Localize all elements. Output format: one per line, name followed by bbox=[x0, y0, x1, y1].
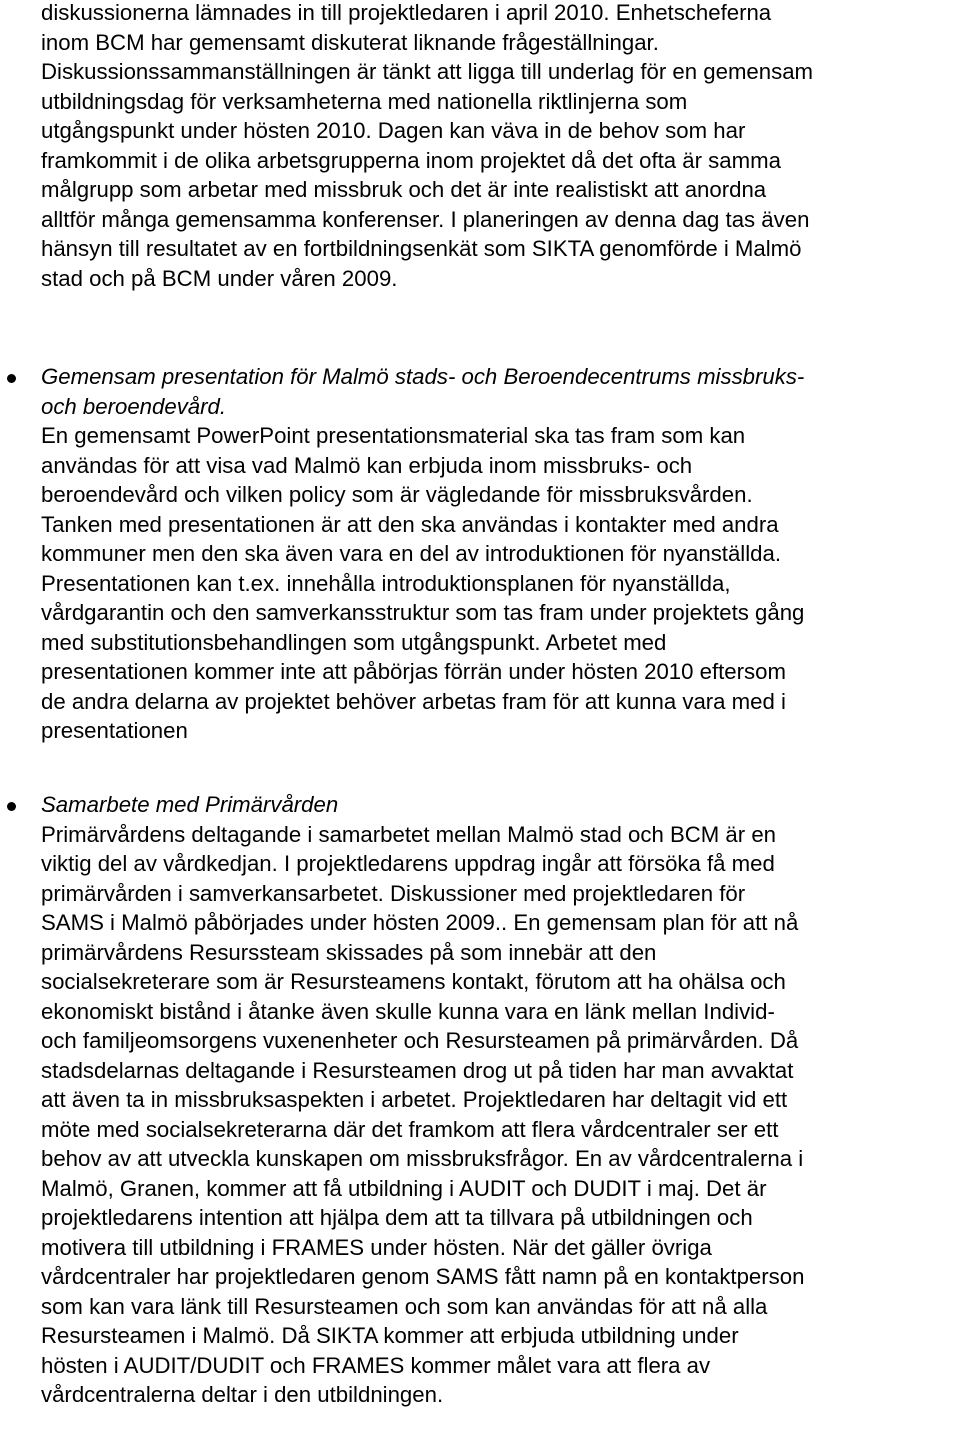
text-line: Malmö, Granen, kommer att få utbildning i AUDIT och DUDIT i maj. Det är bbox=[41, 1175, 767, 1201]
text-line: möte med socialsekreterarna där det framkom att flera vårdcentraler ser ett bbox=[41, 1116, 779, 1142]
text-line: socialsekreterare som är Resursteamens kontakt, förutom att ha ohälsa och bbox=[41, 969, 786, 994]
text-line: inom BCM har gemensamt diskuterat liknande frågeställningar. bbox=[41, 29, 659, 55]
text-line: SAMS i Malmö påbörjades under hösten 2009.. En gemensam plan för att nå bbox=[41, 910, 799, 935]
text-line: målgrupp som arbetar med missbruk och det är inte realistiskt att anordna bbox=[41, 177, 767, 202]
text-line: beroendevård och vilken policy som är vägledande för missbruksvården. bbox=[41, 482, 753, 507]
text-line: alltför många gemensamma konferenser. I planeringen av denna dag tas även bbox=[41, 206, 810, 232]
text-line: motivera till utbildning i FRAMES under hösten. När det gäller övriga bbox=[41, 1234, 712, 1260]
text-line: behov av att utveckla kunskapen om missbruksfrågor. En av vårdcentralerna i bbox=[41, 1146, 804, 1171]
text-line: En gemensamt PowerPoint presentationsmaterial ska tas fram som kan bbox=[41, 423, 746, 448]
heading-line: Gemensam presentation för Malmö stads- och Beroendecentrums missbruks- bbox=[41, 364, 805, 389]
bullet-heading bbox=[41, 362, 953, 421]
text-line: kommuner men den ska även vara en del av introduktionen för nyanställda. bbox=[41, 541, 782, 566]
text-line: Tanken med presentationen är att den ska användas i kontakter med andra bbox=[41, 511, 779, 537]
intro-paragraph bbox=[41, 0, 951, 293]
text-line: vårdgarantin och den samverkansstruktur som tas fram under projektets gång bbox=[41, 600, 805, 625]
text-line: stadsdelarnas deltagande i Resursteamen drog ut på tiden har man avvaktat bbox=[41, 1057, 794, 1083]
text-line: presentationen kommer inte att påbörjas förrän under hösten 2010 eftersom bbox=[41, 659, 786, 684]
bullet-icon bbox=[7, 374, 16, 383]
text-line: Primärvårdens deltagande i samarbetet mellan Malmö stad och BCM är en bbox=[41, 821, 776, 847]
bullet-icon bbox=[7, 802, 16, 811]
text-line: viktig del av vårdkedjan. I projektledarens uppdrag ingår att försöka få med bbox=[41, 851, 775, 876]
text-line: ekonomiskt bistånd i åtanke även skulle kunna vara en länk mellan Individ- bbox=[41, 998, 775, 1024]
text-line: med substitutionsbehandlingen som utgångspunkt. Arbetet med bbox=[41, 629, 667, 655]
text-line: Diskussionssammanställningen är tänkt att ligga till underlag för en gemensam bbox=[41, 59, 814, 84]
text-line: primärvården i samverkansarbetet. Diskussioner med projektledaren för bbox=[41, 880, 746, 906]
text-line: hösten i AUDIT/DUDIT och FRAMES kommer målet vara att flera av bbox=[41, 1352, 711, 1378]
text-line: användas för att visa vad Malmö kan erbjuda inom missbruks- och bbox=[41, 452, 693, 478]
bullet-text bbox=[41, 820, 953, 1410]
text-line: projektledarens intention att hjälpa dem att ta tillvara på utbildningen och bbox=[41, 1205, 753, 1230]
text-line: vårdcentraler har projektledaren genom SAMS fått namn på en kontaktperson bbox=[41, 1264, 805, 1289]
bullet-text bbox=[41, 421, 953, 746]
bullet-body bbox=[41, 362, 953, 746]
text-line: hänsyn till resultatet av en fortbildningsenkät som SIKTA genomförde i Malmö bbox=[41, 236, 802, 261]
text-line: Presentationen kan t.ex. innehålla introduktionsplanen för nyanställda, bbox=[41, 570, 731, 596]
text-line: som kan vara länk till Resursteamen och som kan användas för att nå alla bbox=[41, 1293, 768, 1319]
text-line: utbildningsdag för verksamheterna med nationella riktlinjerna som bbox=[41, 88, 688, 114]
bullet-heading bbox=[41, 790, 953, 820]
heading-line: och beroendevård. bbox=[41, 393, 227, 419]
text-line: framkommit i de olika arbetsgrupperna inom projektet då det ofta är samma bbox=[41, 147, 781, 173]
text-line: utgångspunkt under hösten 2010. Dagen kan väva in de behov som har bbox=[41, 118, 746, 143]
text-line: primärvårdens Resurssteam skissades på som innebär att den bbox=[41, 939, 657, 965]
text-line: att även ta in missbruksaspekten i arbetet. Projektledaren har deltagit vid ett bbox=[41, 1087, 788, 1112]
text-line: de andra delarna av projektet behöver arbetas fram för att kunna vara med i bbox=[41, 688, 786, 714]
text-line: stad och på BCM under våren 2009. bbox=[41, 265, 398, 291]
text-line: diskussionerna lämnades in till projektledaren i april 2010. Enhetscheferna bbox=[41, 0, 772, 25]
text-line: Resursteamen i Malmö. Då SIKTA kommer att erbjuda utbildning under bbox=[41, 1323, 739, 1348]
heading-line: Samarbete med Primärvården bbox=[41, 792, 339, 817]
text-line: och familjeomsorgens vuxenenheter och Resursteamen på primärvården. Då bbox=[41, 1028, 799, 1053]
bullet-body bbox=[41, 790, 953, 1410]
text-line: presentationen bbox=[41, 718, 188, 743]
text-line: vårdcentralerna deltar i den utbildningen. bbox=[41, 1382, 444, 1407]
